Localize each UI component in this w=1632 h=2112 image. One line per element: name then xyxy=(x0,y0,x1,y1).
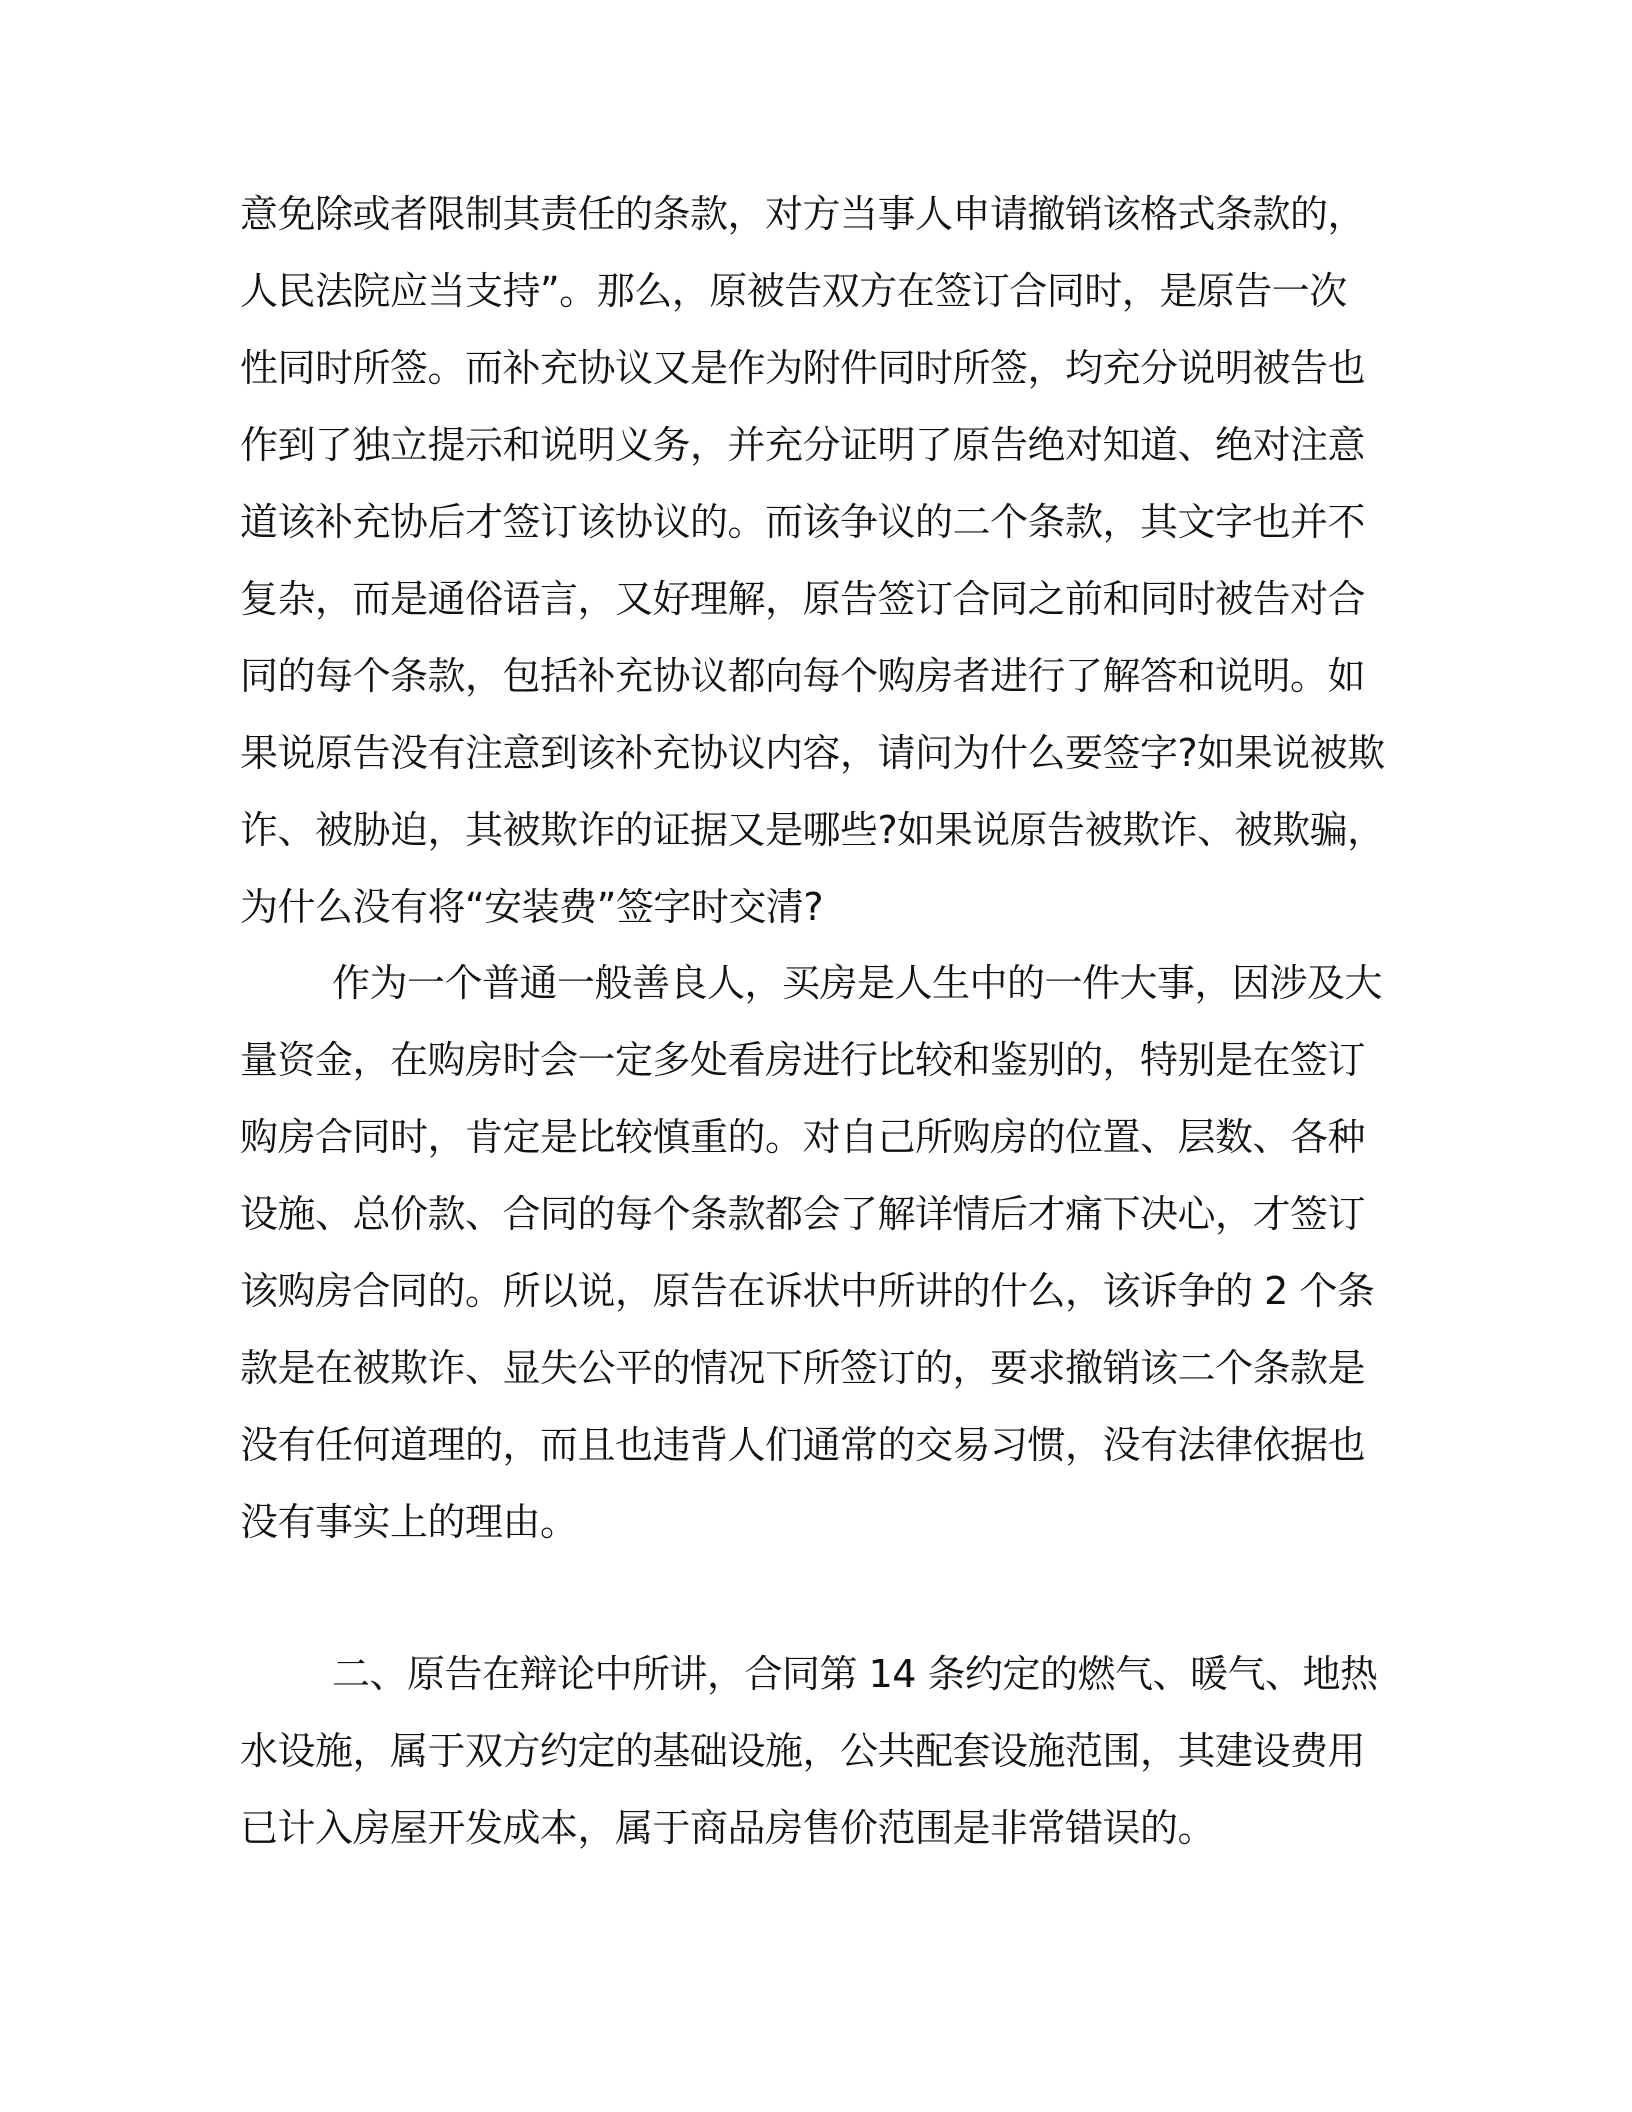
text-line: 作到了独立提示和说明义务，并充分证明了原告绝对知道、绝对注意 xyxy=(240,423,1366,467)
text-line: 果说原告没有注意到该补充协议内容，请问为什么要签字?如果说被欺 xyxy=(240,731,1385,775)
text-line: 诈、被胁迫，其被欺诈的证据又是哪些?如果说原告被欺诈、被欺骗， xyxy=(240,808,1385,852)
paragraph-2 xyxy=(240,945,1383,1561)
text-line: 购房合同时，肯定是比较慎重的。对自己所购房的位置、层数、各种 xyxy=(240,1115,1366,1159)
text-line: 人民法院应当支持”。那么，原被告双方在签订合同时，是原告一次 xyxy=(240,269,1347,313)
text-line: 已计入房屋开发成本，属于商品房售价范围是非常错误的。 xyxy=(240,1806,1216,1850)
text-line: 款是在被欺诈、显失公平的情况下所签订的，要求撤销该二个条款是 xyxy=(240,1346,1366,1390)
text-line: 设施、总价款、合同的每个条款都会了解详情后才痛下决心，才签订 xyxy=(240,1192,1366,1236)
text-line: 该购房合同的。所以说，原告在诉状中所讲的什么，该诉争的 2 个条 xyxy=(240,1269,1375,1313)
text-line: 道该补充协后才签订该协议的。而该争议的二个条款，其文字也并不 xyxy=(240,500,1366,544)
text-line: 复杂，而是通俗语言，又好理解，原告签订合同之前和同时被告对合 xyxy=(240,577,1366,621)
text-line: 作为一个普通一般善良人，买房是人生中的一件大事，因涉及大 xyxy=(332,961,1383,1005)
text-line: 没有任何道理的，而且也违背人们通常的交易习惯，没有法律依据也 xyxy=(240,1423,1366,1467)
text-line: 意免除或者限制其责任的条款，对方当事人申请撤销该格式条款的， xyxy=(240,192,1366,236)
text-line: 二、原告在辩论中所讲，合同第 14 条约定的燃气、暖气、地热 xyxy=(332,1652,1378,1696)
text-line: 性同时所签。而补充协议又是作为附件同时所签，均充分说明被告也 xyxy=(240,346,1366,390)
paragraph-3 xyxy=(240,1636,1380,1867)
text-line: 没有事实上的理由。 xyxy=(240,1500,578,1544)
text-line: 同的每个条款，包括补充协议都向每个购房者进行了解答和说明。如 xyxy=(240,654,1366,698)
paragraph-1 xyxy=(240,176,1385,946)
text-line: 量资金，在购房时会一定多处看房进行比较和鉴别的，特别是在签订 xyxy=(240,1038,1366,1082)
text-line: 为什么没有将“安装费”签字时交清? xyxy=(240,885,824,929)
text-line: 水设施，属于双方约定的基础设施，公共配套设施范围，其建设费用 xyxy=(240,1729,1366,1773)
